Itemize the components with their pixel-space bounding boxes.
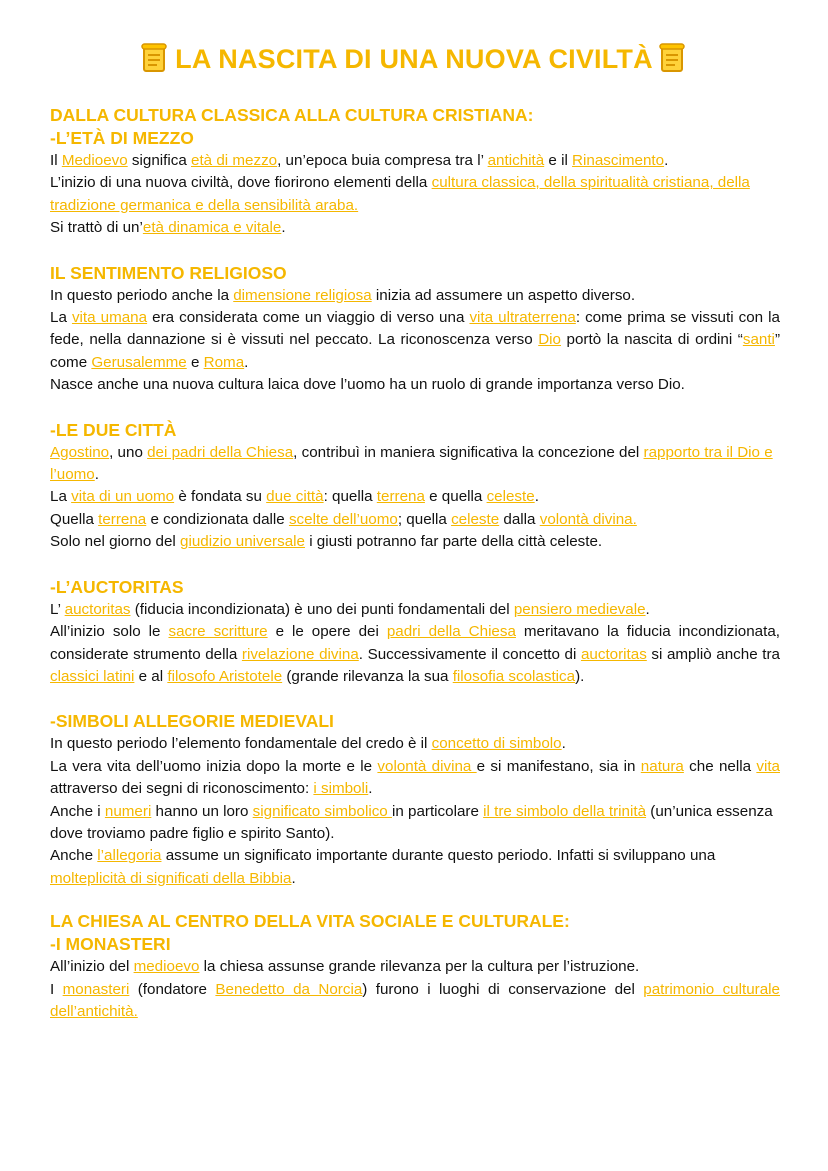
paragraph: [50, 486, 780, 508]
highlight: giudizio universale: [180, 533, 305, 551]
highlight: Medioevo: [61, 152, 128, 169]
highlight: concetto di simbolo: [431, 735, 562, 753]
highlight: il tre simbolo della trinità: [483, 802, 647, 820]
highlight: Roma: [203, 353, 245, 371]
text: La: [50, 309, 72, 327]
text: (grande rilevanza la sua: [282, 667, 453, 685]
highlight: rivelazione divina: [241, 645, 359, 663]
text: .: [368, 780, 373, 798]
page-title: LA NASCITA DI UNA NUOVA CIVILTÀ: [175, 44, 653, 74]
text: Anche: [50, 847, 98, 865]
highlight: Gerusalemme: [91, 353, 187, 371]
highlight: auctoritas: [64, 600, 131, 618]
section-heading: -SIMBOLI ALLEGORIE MEDIEVALI: [50, 711, 334, 732]
paragraph: [50, 172, 780, 217]
highlight: vita di un uomo: [71, 488, 175, 506]
paragraph: [50, 531, 780, 553]
text: ) furono i luoghi di conservazione del: [362, 980, 644, 998]
text: In questo periodo l’elemento fondamentale del credo è il: [50, 735, 432, 753]
highlight: molteplicità di significati della Bibbia: [50, 869, 292, 887]
text: Solo nel giorno del: [50, 533, 181, 551]
text: dalla: [499, 510, 540, 528]
text: L’inizio di una nuova civiltà, dove fiorirono elementi della: [50, 174, 432, 192]
highlight: volontà divina: [377, 757, 477, 775]
paragraph: [50, 217, 780, 239]
highlight: due città: [266, 488, 324, 506]
text: .: [291, 869, 296, 887]
highlight: vita: [756, 757, 780, 775]
paragraph: [50, 979, 780, 1024]
text: che nella: [683, 757, 757, 775]
text: la chiesa assunse grande rilevanza per la cultura per l’istruzione.: [199, 958, 640, 976]
text: era considerata come un viaggio di verso una: [147, 309, 470, 327]
text: e si manifestano, sia in: [476, 757, 641, 775]
highlight: cultura classica, della spiritualità cristiana, della tradizione germanica e della sensibilità araba.: [50, 174, 750, 214]
text: .: [244, 353, 249, 371]
section-subheading: -L’ETÀ DI MEZZO: [50, 128, 194, 148]
text: La: [50, 488, 72, 506]
paragraph: Nasce anche una nuova cultura laica dove l’uomo ha un ruolo di grande importanza verso Dio.: [50, 376, 685, 394]
text: in particolare: [391, 802, 484, 820]
highlight: auctoritas: [580, 645, 647, 663]
text: Anche i: [50, 802, 105, 820]
highlight: vita ultraterrena: [469, 309, 576, 327]
text: All’inizio del: [50, 958, 134, 976]
text: La vera vita dell’uomo inizia dopo la morte e le: [50, 757, 378, 775]
text: hanno un loro: [151, 802, 253, 820]
paragraph: [50, 599, 780, 621]
text: .: [94, 466, 99, 484]
highlight: Benedetto da Norcia: [215, 980, 363, 998]
highlight: sacre scritture: [168, 623, 268, 641]
paragraph: [50, 442, 780, 487]
text: ; quella: [397, 510, 452, 528]
text: I: [50, 980, 63, 998]
text: .: [561, 735, 566, 753]
text: ).: [575, 667, 585, 685]
highlight: monasteri: [62, 980, 130, 998]
highlight: età dinamica e vitale: [142, 219, 282, 237]
text: e condizionata dalle: [146, 510, 289, 528]
text: e al: [134, 667, 168, 685]
highlight: i simboli: [313, 780, 369, 798]
text: inizia ad assumere un aspetto diverso.: [371, 286, 636, 304]
text: e quella: [424, 488, 487, 506]
highlight: Rinascimento: [572, 152, 665, 169]
scroll-icon: [657, 42, 689, 81]
text: Il: [50, 152, 62, 169]
paragraph: [50, 756, 780, 801]
paragraph: [50, 150, 780, 172]
highlight: vita umana: [71, 309, 148, 327]
highlight: medioevo: [133, 958, 200, 976]
text: e il: [544, 152, 573, 169]
highlight: età di mezzo: [191, 152, 278, 169]
text: . Successivamente il concetto di: [358, 645, 581, 663]
highlight: antichità: [487, 152, 545, 169]
section-heading: DALLA CULTURA CLASSICA ALLA CULTURA CRISTIANA:: [50, 105, 534, 125]
text: , contribuì in maniera significativa la concezione del: [293, 443, 644, 461]
highlight: significato simbolico: [252, 802, 392, 820]
highlight: l’allegoria: [97, 847, 162, 865]
highlight: pensiero medievale: [513, 600, 646, 618]
highlight: Dio: [538, 331, 561, 349]
text: portò la nascita di ordini “: [561, 331, 743, 349]
paragraph: [50, 307, 780, 374]
highlight: rapporto tra il Dio e l’uomo: [50, 443, 773, 484]
text: si ampliò anche tra: [646, 645, 780, 663]
text: meritavano la fiducia incondizionata, considerate strumento della: [50, 623, 781, 663]
paragraph: [50, 621, 780, 688]
section-heading: LA CHIESA AL CENTRO DELLA VITA SOCIALE E CULTURALE:: [50, 911, 570, 932]
text: (fondatore: [129, 980, 216, 998]
paragraph: [50, 956, 780, 978]
scroll-icon: [139, 42, 171, 81]
text: attraverso dei segni di riconoscimento:: [50, 780, 314, 798]
highlight: celeste: [486, 488, 535, 506]
highlight: terrena: [98, 510, 147, 528]
highlight: celeste: [451, 510, 500, 528]
text: All’inizio solo le: [50, 623, 169, 641]
text: : quella: [323, 488, 377, 506]
highlight: natura: [640, 757, 684, 775]
section-heading: -LE DUE CITTÀ: [50, 419, 177, 440]
text: , un’epoca buia compresa tra l’: [277, 152, 488, 169]
highlight: terrena: [376, 488, 425, 506]
text: significa: [127, 152, 191, 169]
text: e: [186, 353, 204, 371]
highlight: padri della Chiesa: [386, 623, 516, 641]
text: i giusti potranno far parte della città celeste.: [304, 533, 603, 551]
text: In questo periodo anche la: [50, 286, 234, 304]
highlight: filosofia scolastica: [452, 667, 576, 685]
highlight: dei padri della Chiesa: [147, 443, 294, 461]
section-subheading: -I MONASTERI: [50, 934, 171, 955]
section-heading: IL SENTIMENTO RELIGIOSO: [50, 262, 287, 283]
highlight: santi: [742, 331, 775, 349]
document-title-bar: [0, 42, 828, 81]
highlight: numeri: [104, 802, 152, 820]
highlight: filosofo Aristotele: [167, 667, 283, 685]
paragraph: [50, 733, 780, 755]
paragraph: [50, 509, 780, 531]
highlight: dimensione religiosa: [233, 286, 372, 304]
text: e le opere dei: [267, 623, 387, 641]
text: assume un significato importante durante questo periodo. Infatti si sviluppano una: [161, 847, 716, 865]
paragraph: [50, 845, 780, 890]
document-body: [50, 104, 780, 1023]
text: Quella: [50, 510, 99, 528]
text: (un’unica essenza dove troviamo padre figlio e spirito Santo).: [50, 802, 773, 842]
text: , uno: [109, 443, 148, 461]
highlight: volontà divina.: [539, 510, 637, 528]
highlight: patrimonio culturale dell’antichità.: [50, 980, 780, 1020]
text: .: [534, 488, 539, 506]
section-heading: -L’AUCTORITAS: [50, 576, 184, 597]
text: .: [664, 152, 669, 169]
highlight: classici latini: [50, 667, 135, 685]
text: ” come: [50, 331, 780, 371]
paragraph: [50, 801, 780, 846]
text: (fiducia incondizionata) è uno dei punti fondamentali del: [130, 600, 514, 618]
highlight: scelte dell’uomo: [288, 510, 398, 528]
text: .: [281, 219, 286, 237]
highlight: Agostino: [50, 443, 110, 461]
text: .: [645, 600, 650, 618]
paragraph: [50, 285, 780, 307]
text: L’: [50, 600, 65, 618]
text: Si trattò di un’: [50, 219, 143, 237]
text: : come prima se vissuti con la fede, nella dannazione si è vissuti nel peccato. La riconoscenza verso: [50, 309, 780, 349]
text: è fondata su: [174, 488, 267, 506]
